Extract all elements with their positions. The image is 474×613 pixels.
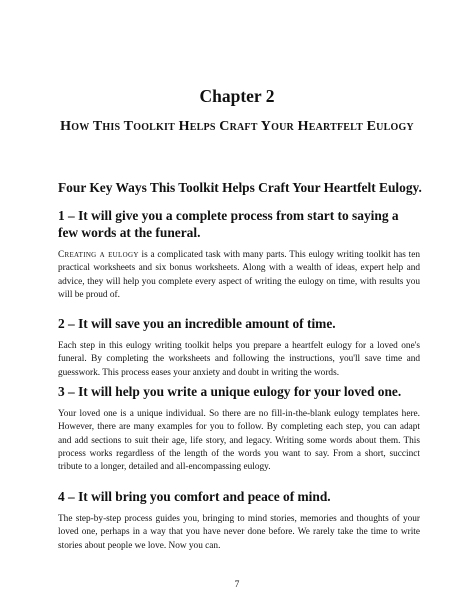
section-3-body: Your loved one is a unique individual. So there are no fill-in-the-blank eulogy templates here. However, there are many examples for you to follow. By completing each step, you can adapt and add sections to suit their age, life story, and legacy. Writing some words about them. This process works regardless of the length of the words you want to say. From a short, succinct tribute to a longer, detailed and all-encompassing eulogy.	[58, 409, 420, 473]
section-3	[58, 383, 420, 474]
section-1-heading: 1 – It will give you a complete process from start to saying a few words at the funeral.	[58, 208, 399, 240]
chapter-label: Chapter 2	[199, 86, 275, 106]
section-3-heading: 3 – It will help you write a unique eulogy for your loved one.	[58, 384, 402, 399]
section-2-body: Each step in this eulogy writing toolkit helps you prepare a heartfelt eulogy for a loved one's funeral. By completing the worksheets and following the instructions, you'll save time and guesswork. This process eases your anxiety and doubt in writing the words.	[58, 341, 420, 378]
section-2	[58, 315, 420, 380]
section-4-body: The step-by-step process guides you, bringing to mind stories, memories and thoughts of your loved one, perhaps in a way that you have never done before. We rarely take the time to write stories about people we love. Now you can.	[58, 514, 420, 551]
section-4	[58, 488, 420, 553]
section-1-body-text: is a complicated task with many parts. This eulogy writing toolkit has ten practical worksheets and six bonus worksheets. Along with a wealth of ideas, expert help and advice, they will help you complete every aspect of writing the eulogy on time, with results you will be proud of.	[58, 250, 421, 300]
section-subtitle: Four Key Ways This Toolkit Helps Craft Your Heartfelt Eulogy.	[58, 180, 422, 195]
section-1-lead: Creating a eulogy	[58, 250, 139, 260]
section-4-heading: 4 – It will bring you comfort and peace of mind.	[58, 489, 331, 504]
section-1-body	[58, 249, 420, 302]
section-1	[58, 207, 420, 302]
chapter-title: How This Toolkit Helps Craft Your Heartfelt Eulogy	[60, 119, 414, 134]
section-2-heading: 2 – It will save you an incredible amount of time.	[58, 316, 336, 331]
page-number: 7	[234, 580, 240, 590]
